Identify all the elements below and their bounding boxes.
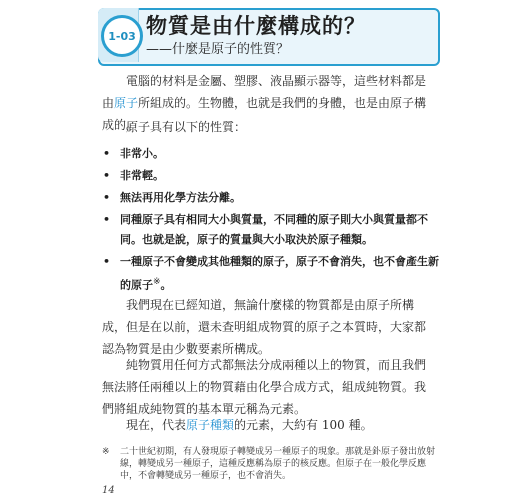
highlight-atom: 原子 bbox=[114, 96, 139, 110]
page-subtitle: ——什麼是原子的性質？ bbox=[146, 42, 290, 57]
section-number-badge: 1-03 bbox=[101, 15, 143, 57]
paragraph-elements-text: 純物質用任何方式都無法分成兩種以上的物質，而且我們無法將任兩種以上的物質藉由化學合成方式，組成純物質。我們將組成純物質的基本單元稱為元素。 bbox=[102, 358, 427, 416]
atom-properties-list bbox=[100, 144, 440, 298]
paragraph-elements bbox=[102, 354, 434, 420]
bullet-icon: • bbox=[103, 213, 111, 226]
paragraph-count bbox=[102, 414, 434, 436]
properties-lead-text: 原子具有以下的性質： bbox=[126, 120, 247, 134]
list-item bbox=[100, 210, 440, 250]
list-item bbox=[100, 144, 440, 164]
paragraph-intro-text: 電腦的材料是金屬、塑膠、液晶顯示器等，這些材料都是由 bbox=[102, 74, 427, 110]
paragraph-intro-text-end: 所組成的。生物體，也就是我們的身體，也是由原子構成的。 bbox=[102, 96, 427, 132]
footnote-text: 二十世紀初期，有人發現原子轉變成另一種原子的現象。那就是釙原子發出放射線，轉變成另一種原子，這種反應稱為原子的核反應。但原子在一般化學反應中，不會轉變成另一種原子，也不會消失。 bbox=[120, 447, 436, 481]
list-item-text: 同種原子具有相同大小與質量，不同種的原子則大小與質量都不同。也就是說，原子的質量與大小取決於原子種類。 bbox=[120, 213, 428, 246]
paragraph-history-text: 我們現在已經知道，無論什麼樣的物質都是由原子所構成，但是在以前，還未查明組成物質的原子之本質時，大家都認為物質是由少數要素所構成。 bbox=[102, 298, 427, 356]
paragraph-count-text-end: 的元素，大約有 100 種。 bbox=[234, 418, 373, 432]
list-item-end: 。 bbox=[160, 278, 172, 292]
bullet-icon: • bbox=[103, 169, 111, 182]
list-item-text: 非常輕。 bbox=[120, 169, 164, 182]
list-item-text: 一種原子不會變成其他種類的原子，原子不會消失，也不會產生新的原子 bbox=[120, 255, 439, 292]
list-item-text: 無法再用化學方法分離。 bbox=[120, 191, 241, 204]
page-title: 物質是由什麼構成的？ bbox=[146, 14, 366, 38]
bullet-icon: • bbox=[103, 191, 111, 204]
paragraph-count-text: 現在，代表 bbox=[126, 418, 187, 432]
footnote-mark: ※ bbox=[102, 447, 110, 457]
list-item bbox=[100, 252, 440, 296]
footnote bbox=[102, 446, 438, 482]
bullet-icon: • bbox=[103, 147, 111, 160]
list-item bbox=[100, 166, 440, 186]
highlight-atom-types: 原子種類 bbox=[186, 418, 235, 432]
note-reference-mark: ※ bbox=[153, 277, 161, 287]
paragraph-history bbox=[102, 294, 434, 360]
page-number: 14 bbox=[102, 485, 115, 496]
list-item bbox=[100, 188, 440, 208]
paragraph-properties-lead bbox=[102, 116, 434, 138]
list-item-text: 非常小。 bbox=[120, 147, 164, 160]
bullet-icon: • bbox=[103, 255, 111, 268]
